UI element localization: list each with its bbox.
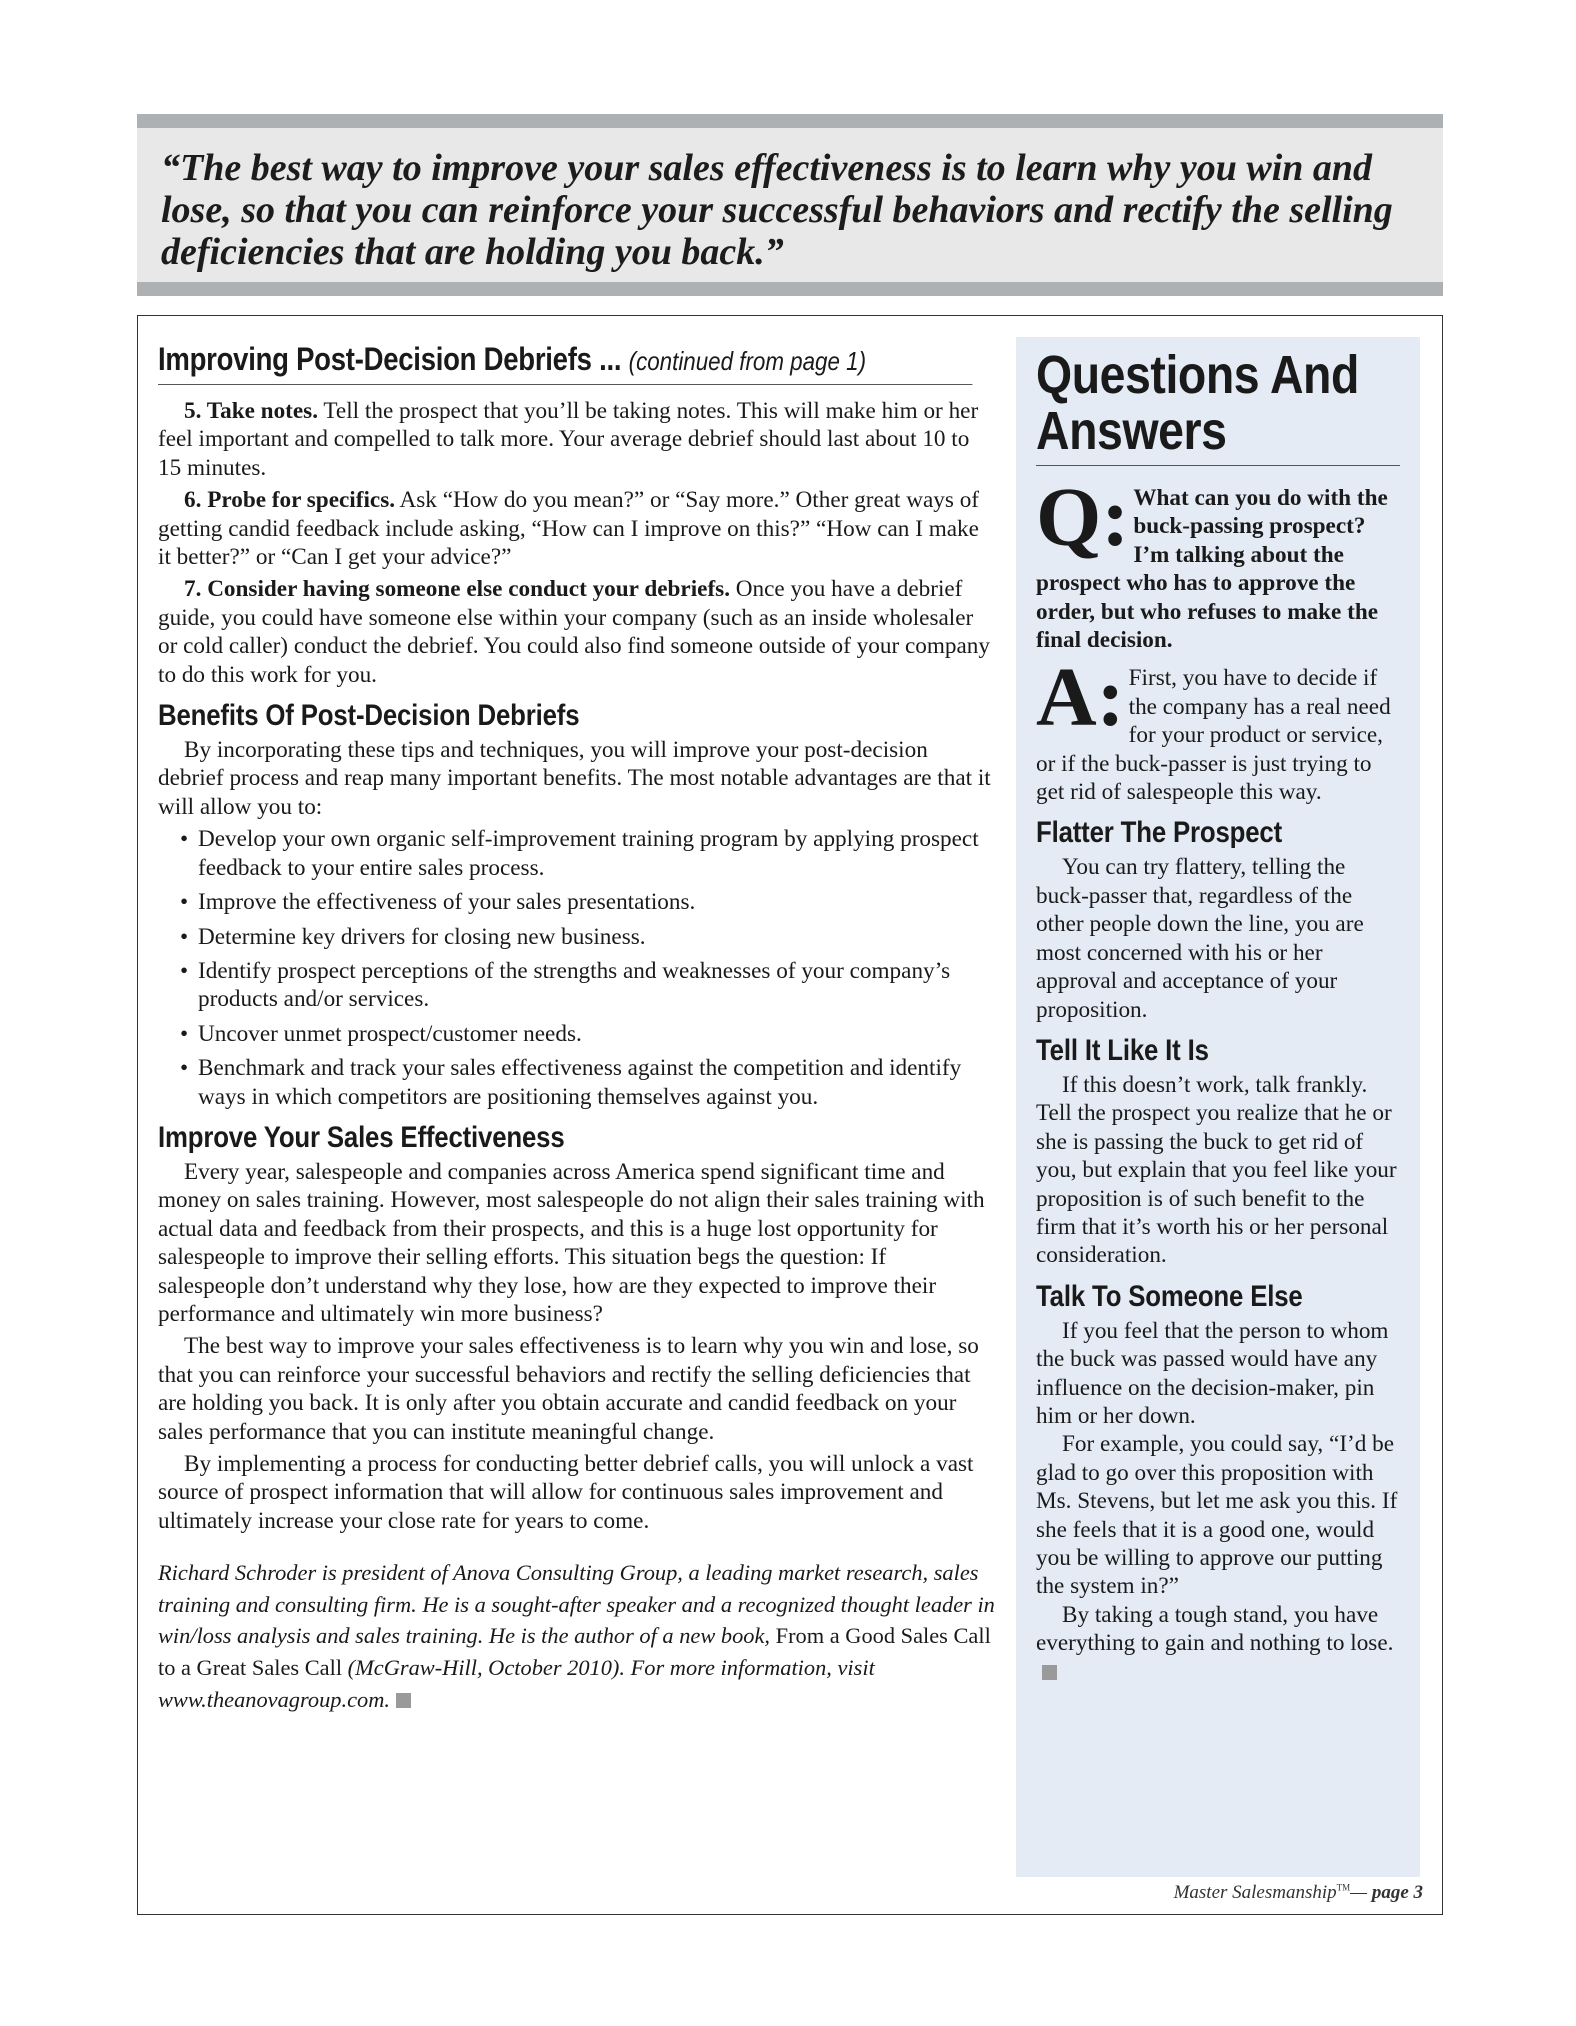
tip-text: Once you have a debrief guide, you could have someone else within your company (such as an inside wholesaler or cold caller) conduct the debrief. You could also find someone outside of your company to do this work for you. xyxy=(158,576,990,688)
section-heading: Talk To Someone Else xyxy=(1036,1279,1303,1313)
bio-text: (McGraw-Hill, October 2010). For more information, visit www.theanovagroup.com. xyxy=(158,1655,875,1712)
book-title: From a Good Sales Call to a Great Sales Call xyxy=(158,1623,991,1680)
body-paragraph: Every year, salespeople and companies across America spend significant time and money on sales training. However, most salespeople do not align their sales training with actual data and feedback from their prospects, and this is a huge lost opportunity for salespeople to improve their selling efforts. This situation begs the question: If salespeople don’t understand why they lose, how are they expected to improve their performance and ultimately win more business? xyxy=(158,1158,985,1327)
benefits-list xyxy=(158,825,996,1111)
article-title xyxy=(158,340,972,385)
tip-lead: 7. Consider having someone else conduct your debriefs. xyxy=(184,576,730,603)
list-item-text: Develop your own organic self-improvement training program by applying prospect feedback to your entire sales process. xyxy=(198,826,979,881)
article-title-text: Improving Post-Decision Debriefs ... xyxy=(158,341,622,377)
body-paragraph: The best way to improve your sales effectiveness is to learn why you win and lose, so that you can reinforce your successful behaviors and rectify the selling deficiencies that are holding you back. It is only after you obtain accurate and candid feedback on your sales performance that you can institute meaningful change. xyxy=(158,1333,979,1445)
pull-quote xyxy=(137,114,1443,296)
tip-paragraph xyxy=(158,397,996,482)
improve-heading: Improve Your Sales Effectiveness xyxy=(158,1120,565,1154)
continued-note: (continued from page 1) xyxy=(628,346,867,376)
publication-name: Master Salesmanship xyxy=(1173,1882,1337,1903)
tip-text: Ask “How do you mean?” or “Say more.” Other great ways of getting candid feedback include asking, “How can I improve on this?” “How can I make it better?” or “Can I get your advice?” xyxy=(158,487,980,571)
main-column xyxy=(158,340,996,1715)
list-item-text: Determine key drivers for closing new business. xyxy=(198,923,646,950)
list-item xyxy=(158,825,996,882)
question-block xyxy=(1036,471,1400,654)
list-item-text: Benchmark and track your sales effectiveness against the competition and identify ways in which competitors are positioning themselves against you. xyxy=(198,1055,962,1110)
trademark: TM xyxy=(1336,1882,1351,1893)
section-paragraph: You can try flattery, telling the buck-passer that, regardless of the other people down the line, you are most concerned with his or her approval and acceptance of your proposition. xyxy=(1036,854,1364,1023)
bullet: • xyxy=(180,1020,189,1047)
bullet: • xyxy=(180,957,189,984)
section-paragraph: If you feel that the person to whom the buck was passed would have any influence on the decision-maker, pin him or her down. xyxy=(1036,1317,1389,1429)
sidebar-title: Questions And Answers xyxy=(1036,345,1359,461)
divider xyxy=(1036,465,1400,466)
body-paragraph: By implementing a process for conducting better debrief calls, you will unlock a vast source of prospect information that will allow for continuous sales improvement and ultimately increase your close rate for years to come. xyxy=(158,1451,974,1534)
bullet: • xyxy=(180,1055,189,1082)
author-bio xyxy=(158,1557,996,1715)
list-item xyxy=(158,923,996,951)
section-paragraph-text: By taking a tough stand, you have everything to gain and nothing to lose. xyxy=(1036,1601,1394,1657)
end-mark-icon xyxy=(396,1693,411,1708)
list-item-text: Uncover unmet prospect/customer needs. xyxy=(198,1020,582,1047)
q-letter: Q: xyxy=(1036,471,1130,564)
pull-quote-text: “The best way to improve your sales effectiveness is to learn why you win and lose, so that you can reinforce your successful behaviors and rectify the selling deficiencies that are holding you back.” xyxy=(161,147,1393,273)
tip-text: Tell the prospect that you’ll be taking notes. This will make him or her feel important and compelled to talk more. Your average debrief should last about 10 to 15 minutes. xyxy=(158,398,979,481)
section-paragraph: If this doesn’t work, talk frankly. Tell the prospect you realize that he or she is passing the buck to get rid of you, but explain that you feel like your proposition is of such benefit to the firm that it’s worth his or her personal consideration. xyxy=(1036,1071,1397,1269)
list-item xyxy=(158,957,996,1014)
tip-paragraph xyxy=(158,575,996,689)
section-paragraph xyxy=(1036,1601,1400,1686)
list-item xyxy=(158,1054,996,1111)
bullet: • xyxy=(180,889,189,916)
tip-paragraph xyxy=(158,486,996,571)
question-text: What can you do with the buck-passing prospect? I’m talking about the prospect who has to approve the order, but who refuses to make the final decision. xyxy=(1036,485,1388,654)
tip-lead: 6. Probe for specifics. xyxy=(184,487,396,514)
page-number: page 3 xyxy=(1371,1882,1423,1903)
answer-text: First, you have to decide if the company has a real need for your product or service, or if the buck-passer is just trying to get rid of salespeople this way. xyxy=(1036,665,1391,806)
qa-sidebar xyxy=(1016,337,1420,1877)
bullet: • xyxy=(180,923,189,950)
folio-separator: — xyxy=(1350,1882,1372,1903)
list-item xyxy=(158,888,996,916)
bio-text: Richard Schroder is president of Anova Consulting Group, a leading market research, sales training and consulting firm. He is a sought-after speaker and a recognized thought leader in win/loss analysis and sales training. He is the author of a new book, xyxy=(158,1560,995,1649)
bullet: • xyxy=(180,826,189,853)
section-heading: Flatter The Prospect xyxy=(1036,816,1283,850)
tip-lead: 5. Take notes. xyxy=(184,398,319,424)
list-item xyxy=(158,1020,996,1048)
list-item-text: Identify prospect perceptions of the strengths and weaknesses of your company’s products and/or services. xyxy=(198,957,951,1013)
section-heading: Tell It Like It Is xyxy=(1036,1033,1209,1067)
benefits-intro: By incorporating these tips and techniques, you will improve your post-decision debrief process and reap many important benefits. The most notable advantages are that it will allow you to: xyxy=(158,737,991,820)
section-paragraph: For example, you could say, “I’d be glad to go over this proposition with Ms. Stevens, but let me ask you this. If she feels that it is a good one, would you be willing to approve our putting the system in?” xyxy=(1036,1431,1398,1600)
end-mark-icon xyxy=(1042,1665,1057,1680)
page-folio xyxy=(1174,1882,1423,1904)
a-letter: A: xyxy=(1036,651,1125,745)
list-item-text: Improve the effectiveness of your sales presentations. xyxy=(198,889,696,916)
benefits-heading: Benefits Of Post-Decision Debriefs xyxy=(158,699,580,733)
answer-block xyxy=(1036,651,1400,806)
